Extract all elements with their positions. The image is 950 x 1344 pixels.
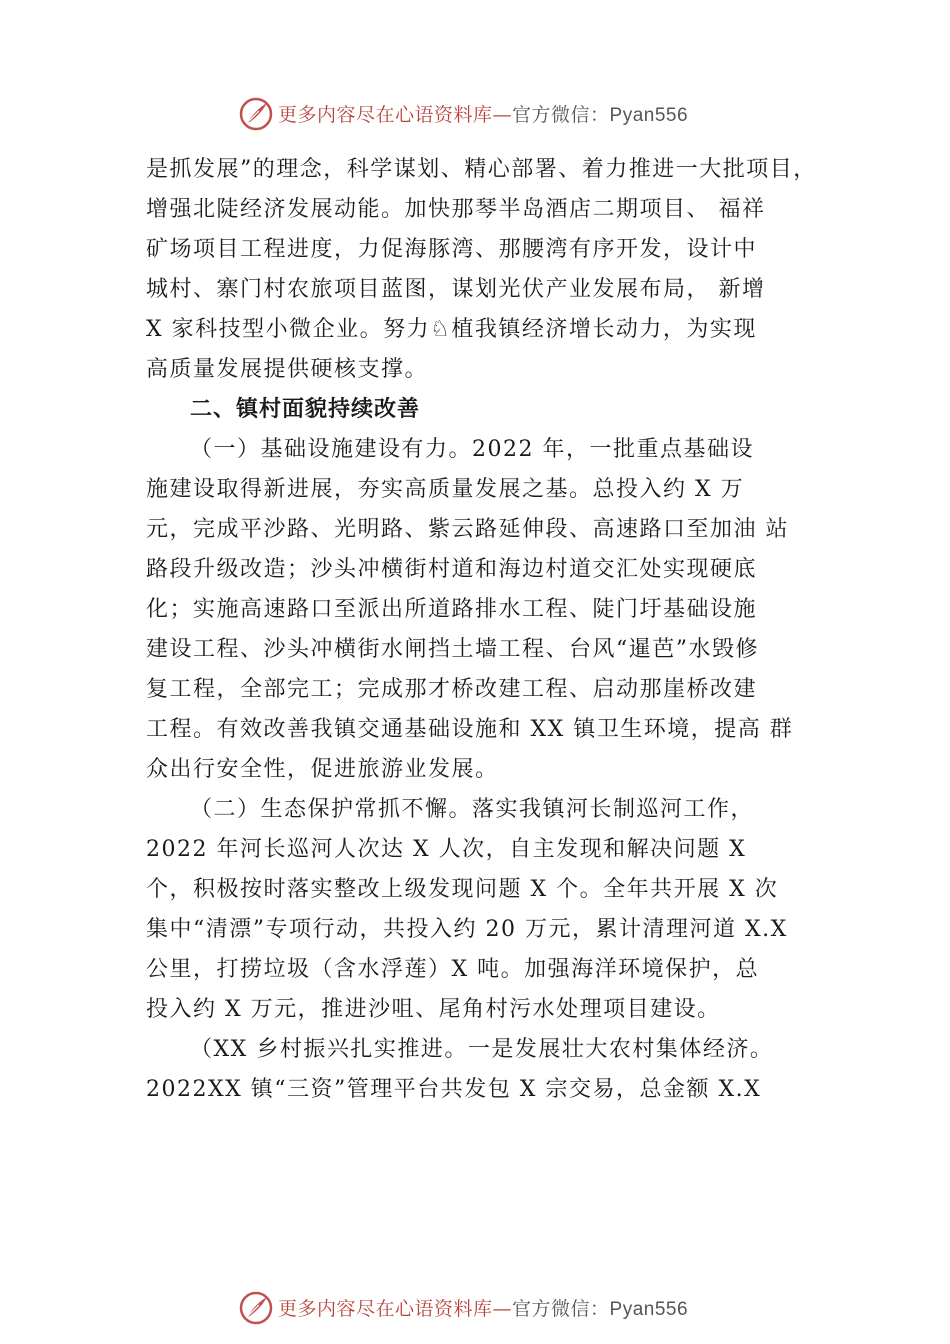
paragraph-ecology <box>146 790 846 1030</box>
paragraph-rural-revitalization <box>146 1030 846 1110</box>
text-line: 元，完成平沙路、光明路、紫云路延伸段、高速路口至加油 站 <box>146 517 789 542</box>
text-line: 个，积极按时落实整改上级发现问题 X 个。全年共开展 X 次 <box>146 877 779 902</box>
text-line: 工程。有效改善我镇交通基础设施和 XX 镇卫生环境，提高 群 <box>146 717 794 742</box>
text-line: 复工程，全部完工；完成那才桥改建工程、启动那崖桥改建 <box>146 677 758 702</box>
text-line: 路段升级改造；沙头冲横街村道和海边村道交汇处实现硬底 <box>146 557 758 582</box>
text-line: 施建设取得新进展，夯实高质量发展之基。总投入约 X 万 <box>146 477 745 502</box>
text-line: 2022XX 镇“三资”管理平台共发包 X 宗交易，总金额 X.X <box>146 1077 762 1102</box>
text-line: 集中“清漂”专项行动，共投入约 20 万元，累计清理河道 X.X <box>146 917 788 942</box>
text-line: 增强北陡经济发展动能。加快那琴半岛酒店二期项目、 福祥 <box>146 197 766 222</box>
watermark-banner-top <box>0 94 950 134</box>
feather-pen-logo-icon <box>238 1290 274 1326</box>
text-line: X 家科技型小微企业。努力♘植我镇经济增长动力，为实现 <box>146 317 757 342</box>
text-line: 众出行安全性，促进旅游业发展。 <box>146 757 499 782</box>
text-line: 公里，打捞垃圾（含水浮莲）X 吨。加强海洋环境保护，总 <box>146 957 760 982</box>
watermark-wechat-label: 官方微信： <box>512 104 610 126</box>
text-line: 建设工程、沙头冲横街水闸挡土墙工程、台风“暹芭”水毁修 <box>146 637 759 662</box>
text-line: （XX 乡村振兴扎实推进。一是发展壮大农村集体经济。 <box>190 1037 774 1062</box>
feather-pen-logo-icon <box>238 96 274 132</box>
watermark-text <box>278 1294 688 1321</box>
text-line: （二）生态保护常抓不懈。落实我镇河长制巡河工作， <box>190 797 755 822</box>
text-line: 城村、寨门村农旅项目蓝图，谋划光伏产业发展布局， 新增 <box>146 277 766 302</box>
watermark-wechat-id: Pyan556 <box>609 105 689 126</box>
watermark-text <box>278 100 688 127</box>
watermark-site-text: 更多内容尽在心语资料库 <box>278 104 493 126</box>
watermark-dash: — <box>492 104 513 126</box>
text-line: 高质量发展提供硬核支撑。 <box>146 357 429 382</box>
watermark-wechat-id: Pyan556 <box>609 1299 689 1320</box>
section-heading: 二、镇村面貌持续改善 <box>190 397 421 422</box>
text-line: 矿场项目工程进度，力促海豚湾、那腰湾有序开发，设计中 <box>146 237 758 262</box>
text-line: 投入约 X 万元，推进沙咀、尾角村污水处理项目建设。 <box>146 997 721 1022</box>
paragraph-infrastructure <box>146 430 846 790</box>
text-line: 2022 年河长巡河人次达 X 人次，自主发现和解决问题 X <box>146 837 747 862</box>
watermark-banner-bottom <box>0 1288 950 1328</box>
watermark-site-text: 更多内容尽在心语资料库 <box>278 1298 493 1320</box>
watermark-dash: — <box>492 1298 513 1320</box>
document-body <box>146 150 846 1110</box>
text-line: （一）基础设施建设有力。2022 年，一批重点基础设 <box>190 437 754 462</box>
text-line: 化；实施高速路口至派出所道路排水工程、陡门圩基础设施 <box>146 597 758 622</box>
paragraph-project-development <box>146 150 846 390</box>
text-line: 是抓发展”的理念，科学谋划、精心部署、着力推进一大批项目， <box>146 157 817 182</box>
watermark-wechat-label: 官方微信： <box>512 1298 610 1320</box>
